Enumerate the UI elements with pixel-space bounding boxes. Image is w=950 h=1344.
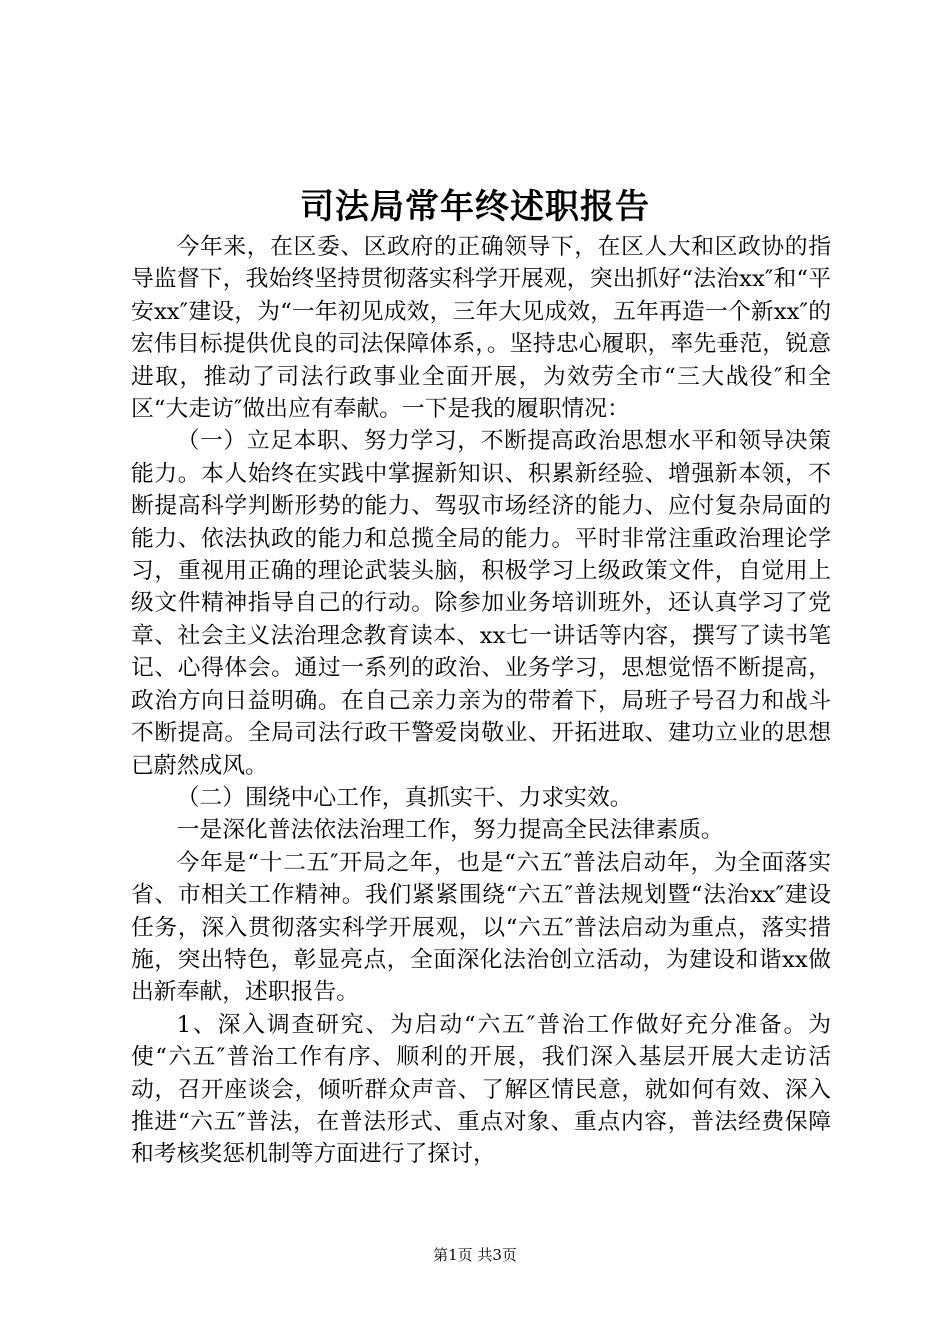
paragraph: （一）立足本职、努力学习，不断提高政治思想水平和领导决策能力。本人始终在实践中掌握新知识、积累新经验、增强新本领，不断提高科学判断形势的能力、驾驭市场经济的能力、应付复杂局面的能力、依法执政的能力和总揽全局的能力。平时非常注重政治理论学习，重视用正确的理论武装头脑，积极学习上级政策文件，自觉用上级文件精神指导自己的行动。除参加业务培训班外，还认真学习了党章、社会主义法治理念教育读本、xx七一讲话等内容，撰写了读书笔记、心得体会。通过一系列的政治、业务学习，思想觉悟不断提高，政治方向日益明确。在自己亲力亲为的带着下，局班子号召力和战斗不断提高。全局司法行政干警爱岗敬业、开拓进取、建功立业的思想已蔚然成风。 xyxy=(131,428,831,779)
paragraph: （二）围绕中心工作，真抓实干、力求实效。 xyxy=(176,784,633,811)
page-number-footer: 第1页 共3页 xyxy=(433,1246,517,1264)
paragraph: 今年是“十二五″开局之年，也是“六五″普法启动年，为全面落实省、市相关工作精神。我们紧紧围绕“六五″普法规划暨“法治xx″建设任务，深入贯彻落实科学开展观，以“六五″普法启动为重点，落实措施，突出特色，彰显亮点，全面深化法治创立活动，为建设和谐xx做出新奉献，述职报告。 xyxy=(131,849,831,1006)
document-title: 司法局常年终述职报告 xyxy=(300,187,650,227)
paragraph: 今年来，在区委、区政府的正确领导下，在区人大和区政协的指导监督下，我始终坚持贯彻落实科学开展观，突出抓好“法治xx″和“平安xx″建设，为“一年初见成效，三年大见成效，五年再造一个新xx″的宏伟目标提供优良的司法保障体系，。坚持忠心履职，率先垂范，锐意进取，推动了司法行政事业全面开展，为效劳全市“三大战役″和全区“大走访″做出应有奉献。一下是我的履职情况： xyxy=(131,234,831,423)
document-body xyxy=(131,231,831,1171)
paragraph: 1、深入调查研究、为启动“六五″普治工作做好充分准备。为使“六五″普治工作有序、顺利的开展，我们深入基层开展大走访活动，召开座谈会，倾听群众声音、了解区情民意，就如何有效、深入推进“六五″普法，在普法形式、重点对象、重点内容，普法经费保障和考核奖惩机制等方面进行了探讨， xyxy=(131,1011,831,1168)
paragraph: 一是深化普法依法治理工作，努力提高全民法律素质。 xyxy=(176,817,724,844)
